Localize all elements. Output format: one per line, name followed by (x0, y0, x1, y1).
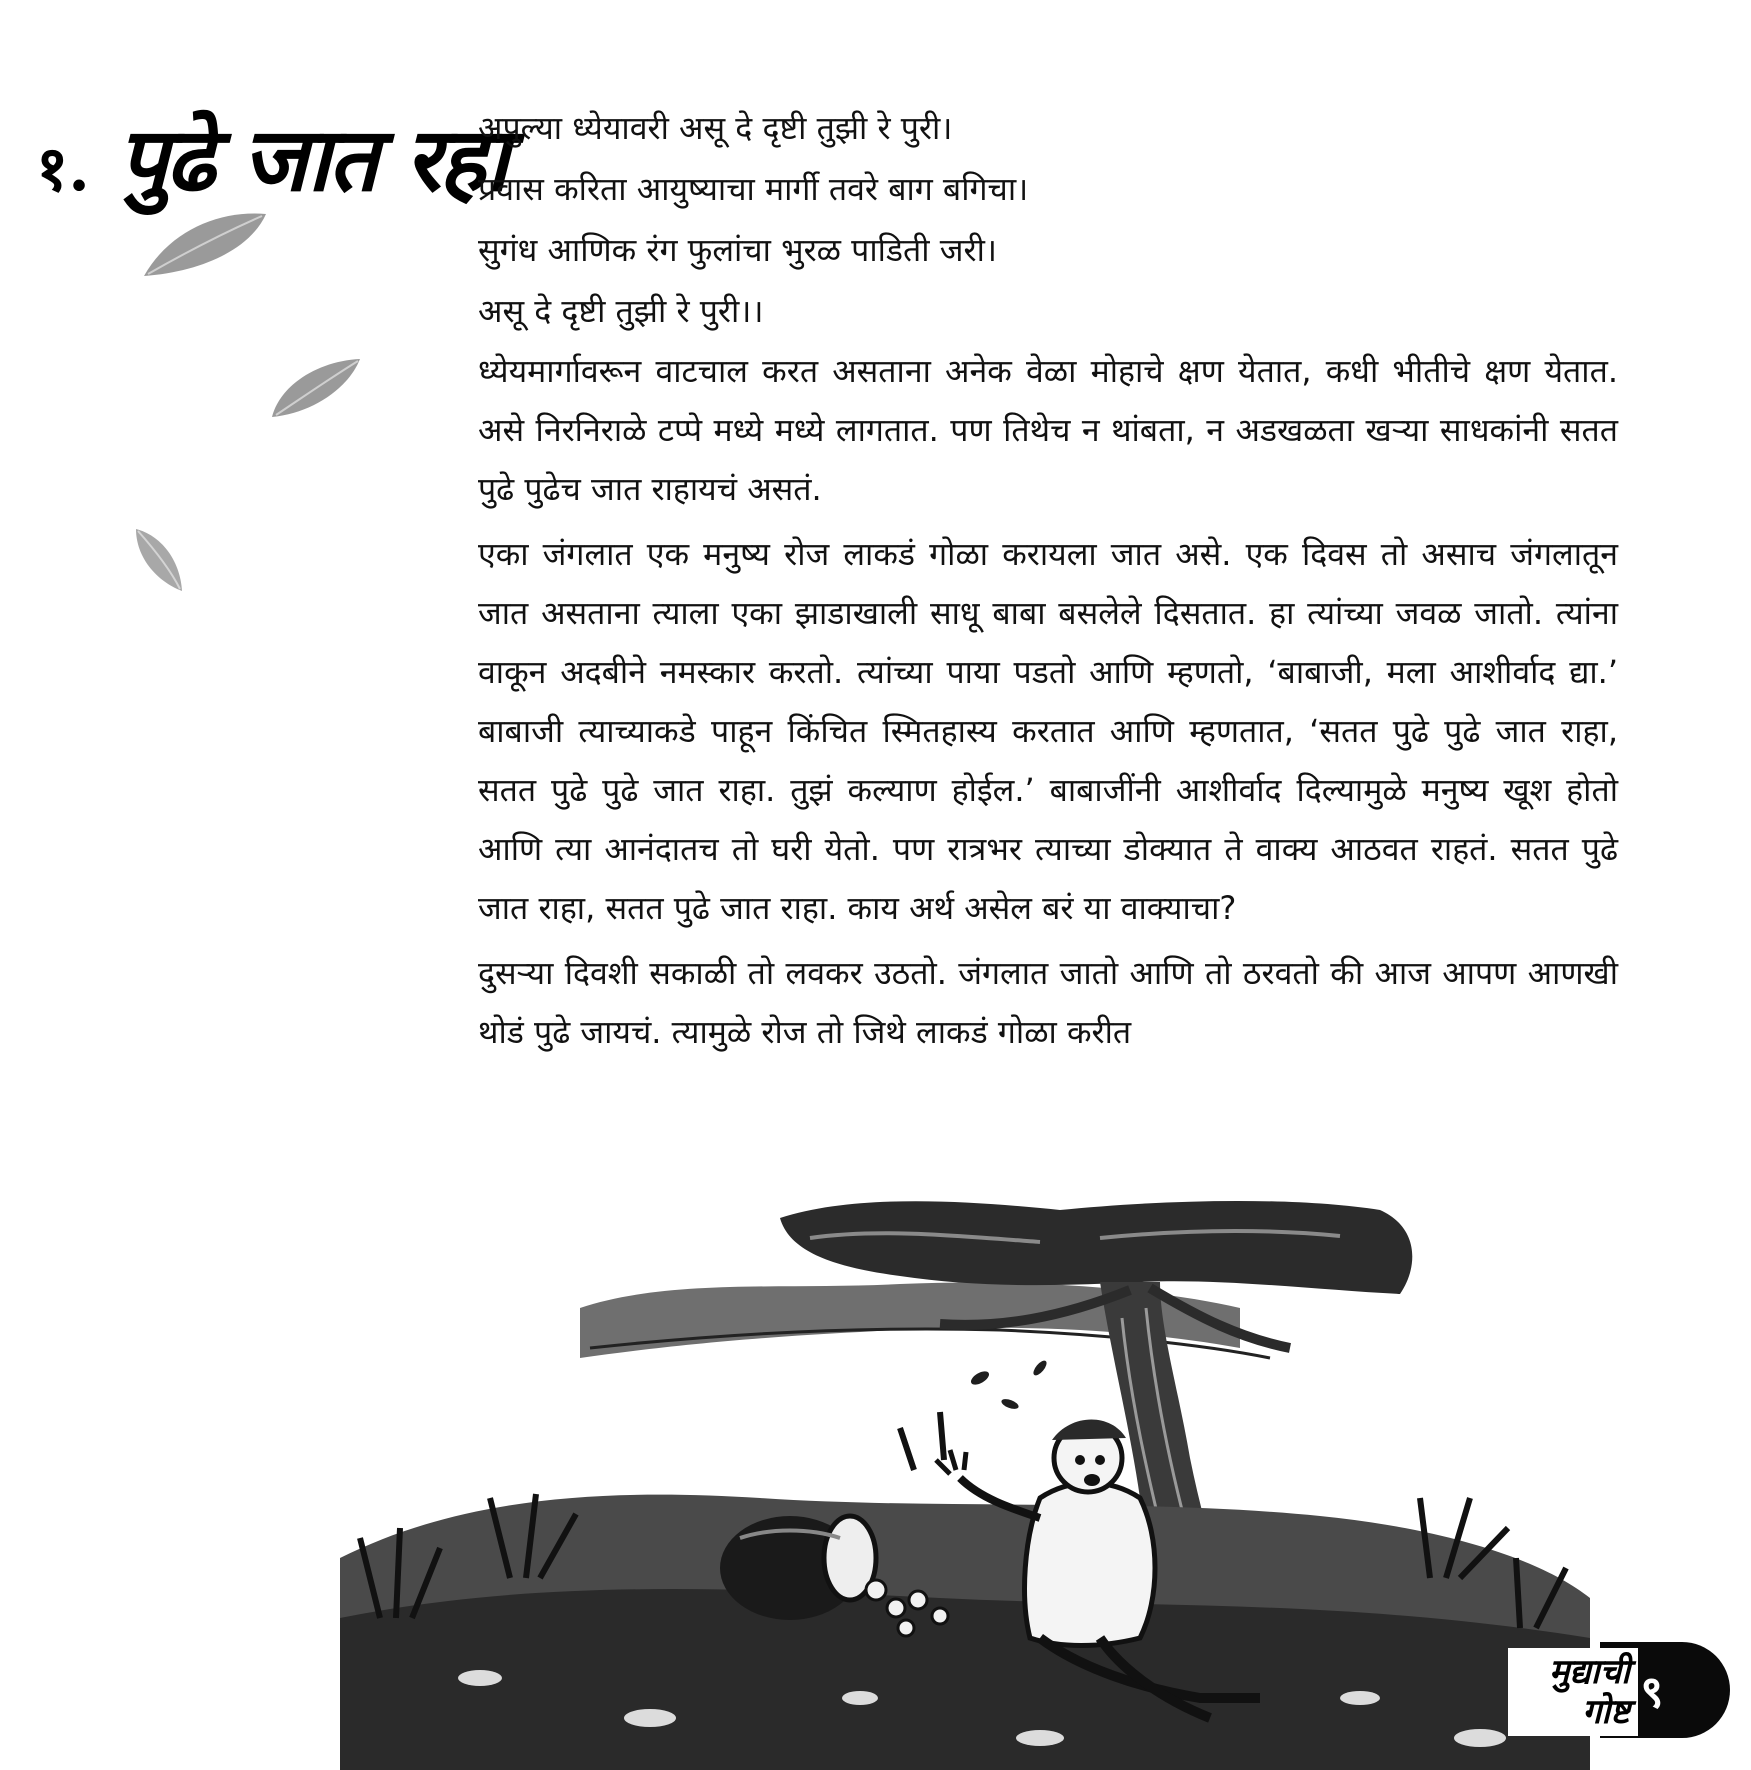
poem-line: अपुल्या ध्येयावरी असू दे दृष्टी तुझी रे पुरी। (478, 109, 953, 147)
poem-line: प्रवास करिता आयुष्याचा मार्गी तवरे बाग बगिचा। (478, 170, 1029, 208)
leaf-illustration-1 (140, 210, 270, 280)
paragraph: एका जंगलात एक मनुष्य रोज लाकडं गोळा करायला जात असे. एक दिवस तो असाच जंगलातून जात असताना त्याला एका झाडाखाली साधू बाबा बसलेले दिसतात. हा त्यांच्या जवळ जातो. त्यांना वाकून अदबीने नमस्कार करतो. त्यांच्या पाया पडतो आणि म्हणतो, ‘बाबाजी, मला आशीर्वाद द्या.’ बाबाजी त्याच्याकडे पाहून किंचित स्मितहास्य करतात आणि म्हणतात, ‘सतत पुढे पुढे जात राहा, सतत पुढे पुढे जात राहा. तुझं कल्याण होईल.’ बाबाजींनी आशीर्वाद दिल्यामुळे मनुष्य खूश होतो आणि त्या आनंदातच तो घरी येतो. पण रात्रभर त्याच्या डोक्यात ते वाक्य आठवत राहतं. सतत पुढे जात राहा, सतत पुढे जात राहा. काय अर्थ असेल बरं या वाक्याचा? (478, 535, 1618, 927)
book-title (1508, 1648, 1638, 1736)
poem-line: सुगंध आणिक रंग फुलांचा भुरळ पाडिती जरी। (478, 231, 997, 269)
woodcutter-illustration (340, 1198, 1590, 1770)
chapter-heading: पुढे जात रहा (117, 107, 507, 211)
chapter-number: १. (36, 132, 90, 205)
paragraph: दुसऱ्या दिवशी सकाळी तो लवकर उठतो. जंगलात जातो आणि तो ठरवतो की आज आपण आणखी थोडं पुढे जायचं. त्यामुळे रोज तो जिथे लाकडं गोळा करीत (478, 954, 1618, 1051)
page-number: ९ (1640, 1667, 1664, 1718)
poem (478, 98, 1618, 342)
text-column (478, 98, 1618, 1068)
poem-line: असू दे दृष्टी तुझी रे पुरी।। (478, 292, 764, 330)
book-title-line: मुद्याची (1549, 1652, 1630, 1692)
paragraph: ध्येयमार्गावरून वाटचाल करत असताना अनेक वेळा मोहाचे क्षण येतात, कधी भीतीचे क्षण येतात. असे निरनिराळे टप्पे मध्ये मध्ये लागतात. पण तिथेच न थांबता, न अडखळता खऱ्या साधकांनी सतत पुढे पुढेच जात राहायचं असतं. (478, 352, 1618, 508)
leaf-illustration-2 (268, 355, 364, 421)
leaf-illustration-3 (130, 525, 186, 595)
chapter-title (36, 96, 506, 216)
book-title-line: गोष्ट (1582, 1692, 1630, 1732)
